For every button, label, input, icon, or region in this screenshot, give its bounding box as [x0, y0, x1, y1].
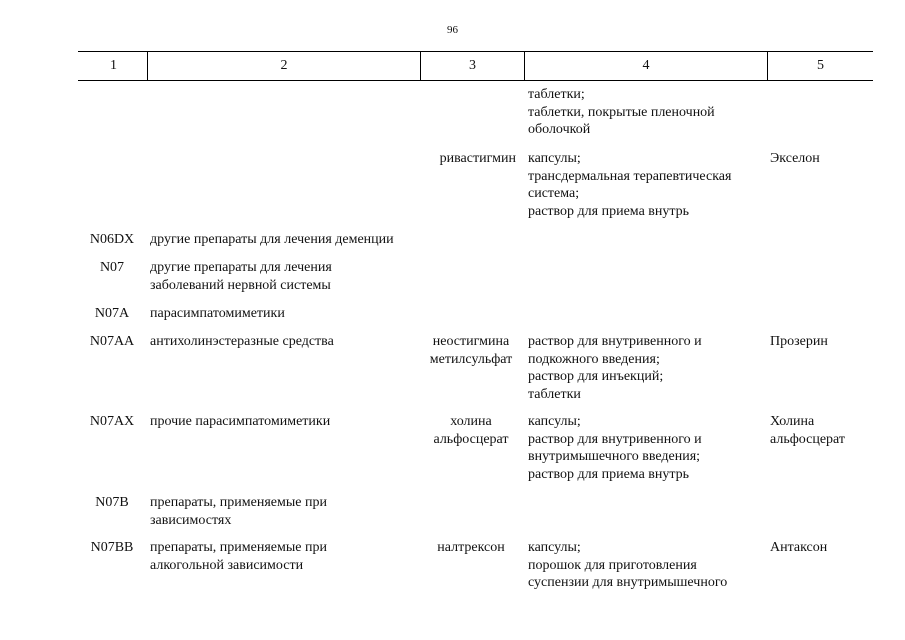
atc-code-cell: N07	[99, 260, 125, 275]
atc-code-cell: N06DX	[89, 232, 135, 247]
atc-code-cell: N07AA	[89, 334, 135, 349]
column-header-3: 3	[469, 58, 476, 73]
group-name-cell: препараты, применяемые при зависимостях	[150, 495, 327, 528]
group-name-cell: прочие парасимпатомиметики	[150, 414, 331, 429]
dosage-forms-cell: таблетки; таблетки, покрытые пленочной оболочкой	[528, 87, 715, 137]
group-name-cell: другие препараты для лечения заболеваний нервной системы	[150, 260, 332, 293]
header-top-rule	[78, 51, 873, 52]
substance-cell: налтрексон	[437, 540, 505, 555]
substance-cell: холина альфосцерат	[433, 414, 509, 447]
page-number: 96	[447, 24, 458, 36]
atc-code-cell: N07AX	[89, 414, 135, 429]
group-name-cell: другие препараты для лечения деменции	[150, 232, 394, 247]
dosage-forms-cell: раствор для внутривенного и подкожного введения; раствор для инъекций; таблетки	[528, 334, 702, 402]
group-name-cell: препараты, применяемые при алкогольной зависимости	[150, 540, 327, 573]
atc-code-cell: N07B	[95, 495, 129, 510]
column-header-5: 5	[817, 58, 824, 73]
header-bottom-rule	[78, 80, 873, 81]
atc-code-cell: N07BB	[90, 540, 134, 555]
dosage-forms-cell: капсулы; трансдермальная терапевтическая система; раствор для приема внутрь	[528, 151, 732, 219]
substance-cell: ривастигмин	[439, 151, 516, 166]
dosage-forms-cell: капсулы; раствор для внутривенного и внутримышечного введения; раствор для приема внутрь	[528, 414, 702, 482]
group-name-cell: парасимпатомиметики	[150, 306, 285, 321]
brand-cell: Холина альфосцерат	[770, 414, 846, 447]
atc-code-cell: N07A	[94, 306, 130, 321]
group-name-cell: антихолинэстеразные средства	[150, 334, 334, 349]
column-header-2: 2	[280, 58, 288, 73]
dosage-forms-cell: капсулы; порошок для приготовления суспензии для внутримышечного	[528, 540, 728, 590]
substance-cell: неостигмина метилсульфат	[429, 334, 513, 367]
brand-cell: Экселон	[770, 151, 820, 166]
brand-cell: Прозерин	[770, 334, 828, 349]
brand-cell: Антаксон	[770, 540, 828, 555]
column-header-4: 4	[642, 58, 650, 73]
column-header-1: 1	[110, 58, 117, 73]
